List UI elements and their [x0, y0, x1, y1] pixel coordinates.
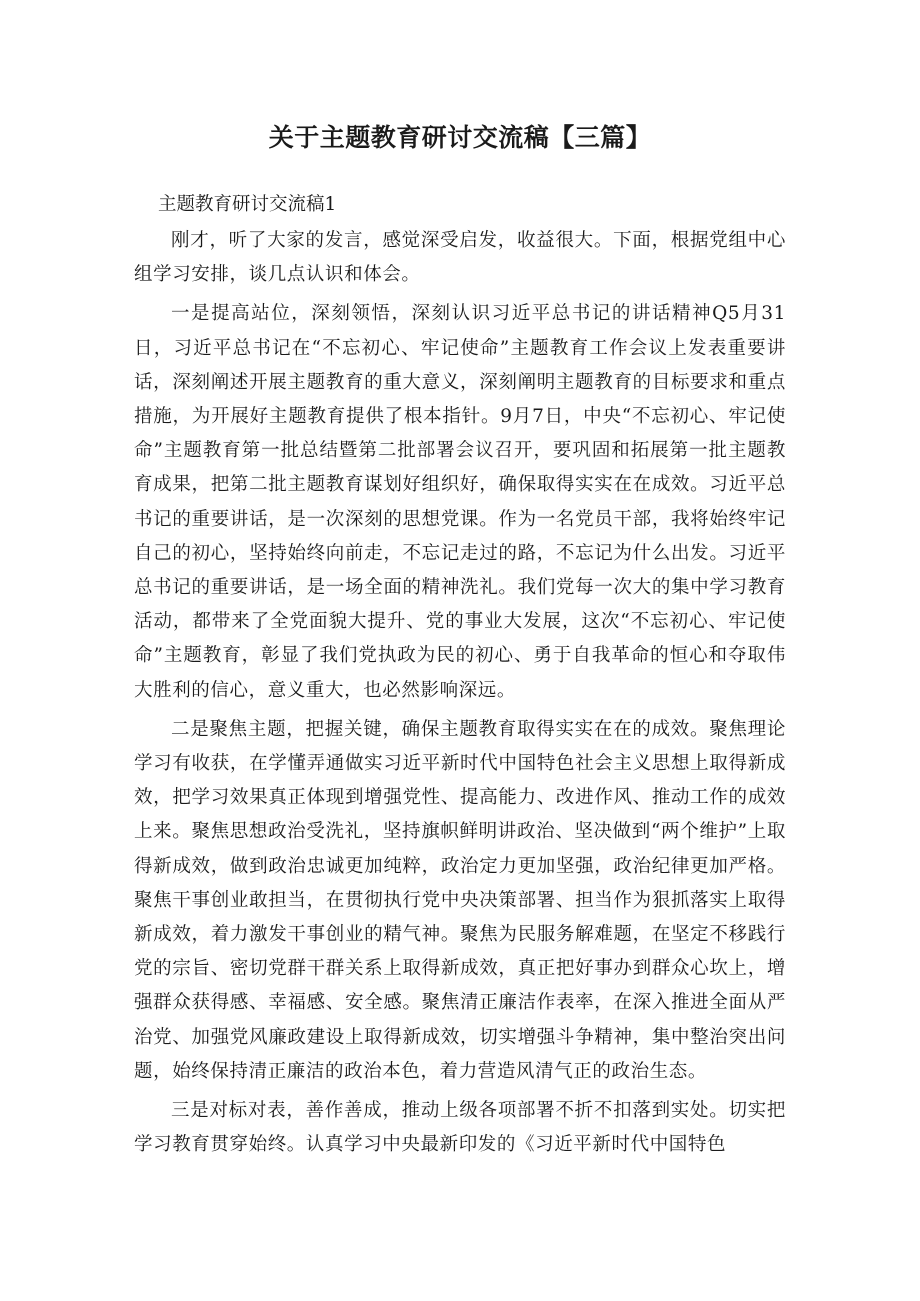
paragraph-intro: 刚才，听了大家的发言，感觉深受启发，收益很大。下面，根据党组中心组学习安排，谈几点认识和体会。	[134, 230, 786, 286]
section-title: 主题教育研讨交流稿1	[158, 194, 337, 215]
document-title: 关于主题教育研讨交流稿【三篇】	[268, 123, 652, 152]
paragraph-point-one: 一是提高站位，深刻领悟，深刻认识习近平总书记的讲话精神Q5月31日，习近平总书记在“不忘初心、牢记使命”主题教育工作会议上发表重要讲话，深刻阐述开展主题教育的重大意义，深刻阐明主题教育的目标要求和重点措施，为开展好主题教育提供了根本指针。9月7日，中央“不忘初心、牢记使命”主题教育第一批总结暨第二批部署会议召开，要巩固和拓展第一批主题教育成果，把第二批主题教育谋划好组织好，确保取得实实在在成效。习近平总书记的重要讲话，是一次深刻的思想党课。作为一名党员干部，我将始终牢记自己的初心，坚持始终向前走，不忘记走过的路，不忘记为什么出发。习近平总书记的重要讲话，是一场全面的精神洗礼。我们党每一次大的集中学习教育活动，都带来了全党面貌大提升、党的事业大发展，这次“不忘初心、牢记使命”主题教育，彰显了我们党执政为民的初心、勇于自我革命的恒心和夺取伟大胜利的信心，意义重大，也必然影响深远。	[134, 303, 786, 701]
paragraph-point-three: 三是对标对表，善作善成，推动上级各项部署不折不扣落到实处。切实把学习教育贯穿始终。认真学习中央最新印发的《习近平新时代中国特色	[134, 1100, 786, 1156]
paragraph-point-two: 二是聚焦主题，把握关键，确保主题教育取得实实在在的成效。聚焦理论学习有收获，在学懂弄通做实习近平新时代中国特色社会主义思想上取得新成效，把学习效果真正体现到增强党性、提高能力、改进作风、推动工作的成效上来。聚焦思想政治受洗礼，坚持旗帜鲜明讲政治、坚决做到“两个维护”上取得新成效，做到政治忠诚更加纯粹，政治定力更加坚强，政治纪律更加严格。聚焦干事创业敢担当，在贯彻执行党中央决策部署、担当作为狠抓落实上取得新成效，着力激发干事创业的精气神。聚焦为民服务解难题，在坚定不移践行党的宗旨、密切党群干群关系上取得新成效，真正把好事办到群众心坎上，增强群众获得感、幸福感、安全感。聚焦清正廉洁作表率，在深入推进全面从严治党、加强党风廉政建设上取得新成效，切实增强斗争精神，集中整治突出问题，始终保持清正廉洁的政治本色，着力营造风清气正的政治生态。	[134, 718, 786, 1082]
